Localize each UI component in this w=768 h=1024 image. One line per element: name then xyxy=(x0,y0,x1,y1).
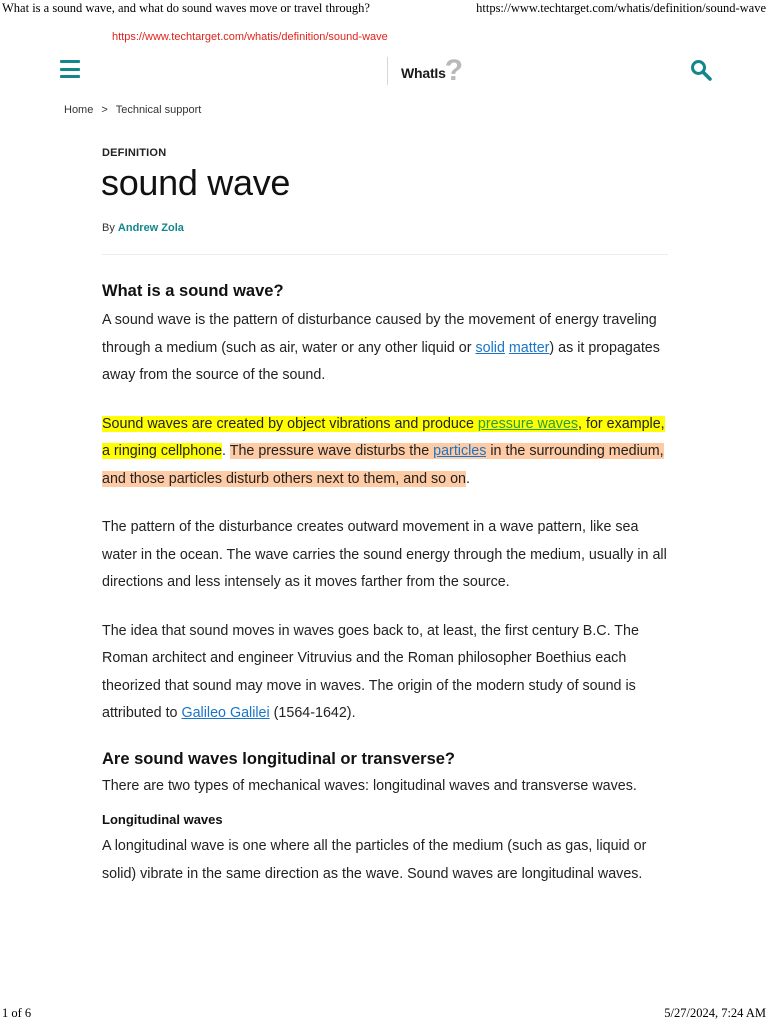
logo-question-mark: ? xyxy=(444,54,464,87)
source-url: https://www.techtarget.com/whatis/definition/sound-wave xyxy=(112,31,388,43)
author-link[interactable]: Andrew Zola xyxy=(117,222,184,234)
text: ) as it propagates away from the source of the sound. xyxy=(102,339,660,383)
text: (1564-1642). xyxy=(269,705,356,721)
paragraph-longitudinal: A longitudinal wave is one where all the particles of the medium (such as gas, liquid or solid) vibrate in the same direction as the wave. Sound waves are longitudinal waves. xyxy=(102,838,647,882)
page-counter: 1 of 6 xyxy=(2,1006,32,1020)
print-page-url: https://www.techtarget.com/whatis/definition/sound-wave xyxy=(476,1,766,15)
logo-text: WhatIs xyxy=(401,65,446,81)
byline-prefix: By xyxy=(102,222,115,234)
link-matter[interactable]: matter xyxy=(508,339,550,356)
breadcrumb-home[interactable]: Home xyxy=(64,104,94,116)
breadcrumb xyxy=(64,104,201,116)
breadcrumb-technical-support[interactable]: Technical support xyxy=(115,104,202,116)
section-heading-what-is: What is a sound wave? xyxy=(102,282,284,300)
highlight-yellow: , for example, a ringing cellphone xyxy=(102,415,665,459)
text: The idea that sound moves in waves goes back to, at least, the first century B.C. The Roman architect and engineer Vitruvius and the Roman philosopher Boethius each theorized that sound may move in waves. The origin of the modern study of sound is attributed to xyxy=(102,622,639,721)
search-icon[interactable] xyxy=(689,58,713,82)
print-page-title: What is a sound wave, and what do sound waves move or travel through? xyxy=(2,1,370,15)
text: A sound wave is the pattern of disturbance caused by the movement of energy traveling through a medium (such as air, water or any other liquid or xyxy=(102,312,657,356)
text: . xyxy=(466,470,470,487)
byline xyxy=(102,222,184,234)
highlight-orange: in the surrounding medium, and those particles disturb others next to them, and so on xyxy=(102,443,664,487)
highlight-yellow: Sound waves are created by object vibrations and produce xyxy=(102,415,478,432)
article-body xyxy=(102,278,674,888)
print-datetime: 5/27/2024, 7:24 AM xyxy=(664,1006,766,1020)
hamburger-menu-icon[interactable] xyxy=(60,60,80,78)
link-pressure-waves[interactable]: pressure waves xyxy=(477,415,579,432)
whatis-logo[interactable] xyxy=(401,56,463,86)
highlight-orange: The pressure wave disturbs the xyxy=(229,443,434,459)
paragraph-highlighted xyxy=(102,411,674,494)
paragraph-pattern: The pattern of the disturbance creates outward movement in a wave pattern, like sea water in the ocean. The wave carries the sound energy through the medium, usually in all directions and less intensely as it moves farther from the source. xyxy=(102,519,667,590)
link-particles[interactable]: particles xyxy=(433,443,487,459)
link-solid[interactable]: solid xyxy=(475,339,505,356)
print-header xyxy=(0,1,768,17)
text: . xyxy=(222,443,230,459)
breadcrumb-separator: > xyxy=(101,104,108,116)
divider xyxy=(102,254,668,255)
site-nav xyxy=(0,54,768,88)
page-title: sound wave xyxy=(101,162,291,203)
paragraph-types: There are two types of mechanical waves: longitudinal waves and transverse waves. xyxy=(102,777,637,794)
paragraph-definition xyxy=(102,307,674,390)
link-galileo-galilei[interactable]: Galileo Galilei xyxy=(181,705,270,721)
nav-divider xyxy=(387,57,388,85)
definition-label: DEFINITION xyxy=(102,147,167,159)
print-footer xyxy=(0,1006,768,1022)
paragraph-history xyxy=(102,618,674,728)
section-heading-longitudinal-transverse: Are sound waves longitudinal or transverse? xyxy=(102,749,456,768)
subheading-longitudinal-waves: Longitudinal waves xyxy=(102,812,223,827)
